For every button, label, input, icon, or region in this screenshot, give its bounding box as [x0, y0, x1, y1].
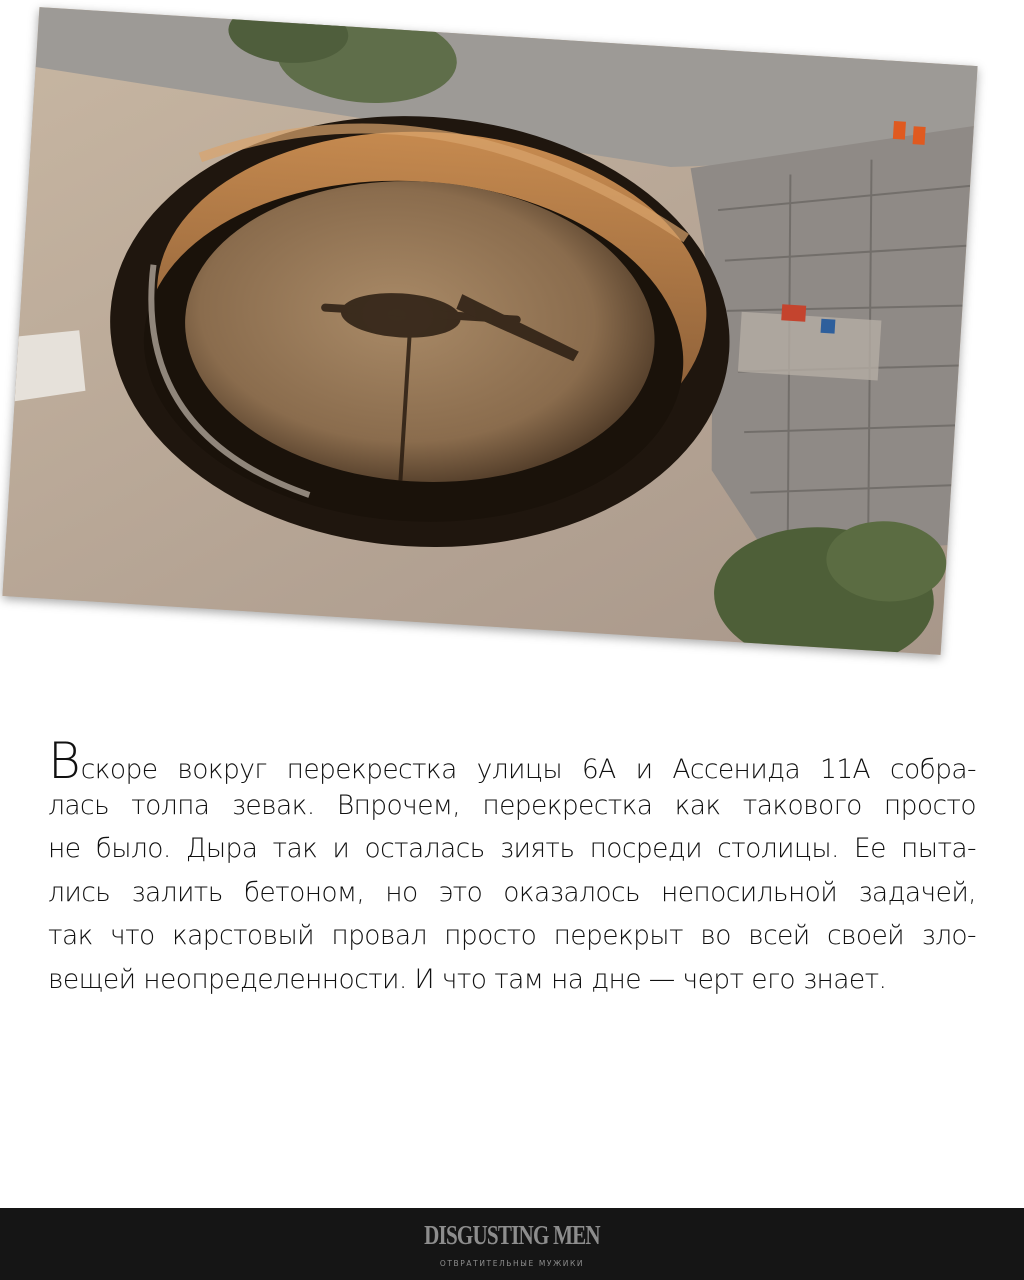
- drop-cap: В: [48, 732, 81, 790]
- article-line-2: лась толпа зевак. Впрочем, перекрестка как такового просто: [48, 789, 976, 821]
- brand-logo: DISGUSTING MEN: [424, 1220, 600, 1250]
- article-line-3: не было. Дыра так и осталась зиять посреди столицы. Ее пыта-: [48, 833, 976, 864]
- article-text: [48, 732, 976, 1001]
- sinkhole-illustration: [2, 7, 977, 655]
- article-line-5: так что карстовый провал просто перекрыт во всей своей зло-: [48, 920, 976, 951]
- article-line-4: лись залить бетоном, но это оказалось непосильной задачей,: [48, 876, 976, 908]
- brand-tagline: ОТВРАТИТЕЛЬНЫЕ МУЖИКИ: [439, 1259, 585, 1268]
- footer-bar: [0, 1208, 1024, 1280]
- article-line-6: вещей неопределенности. И что там на дне — черт его знает.: [48, 963, 887, 995]
- sinkhole-aerial-photo: [2, 7, 977, 655]
- article-line-1: Вскоре вокруг перекрестка улицы 6А и Ассенида 11А собра-: [48, 732, 976, 790]
